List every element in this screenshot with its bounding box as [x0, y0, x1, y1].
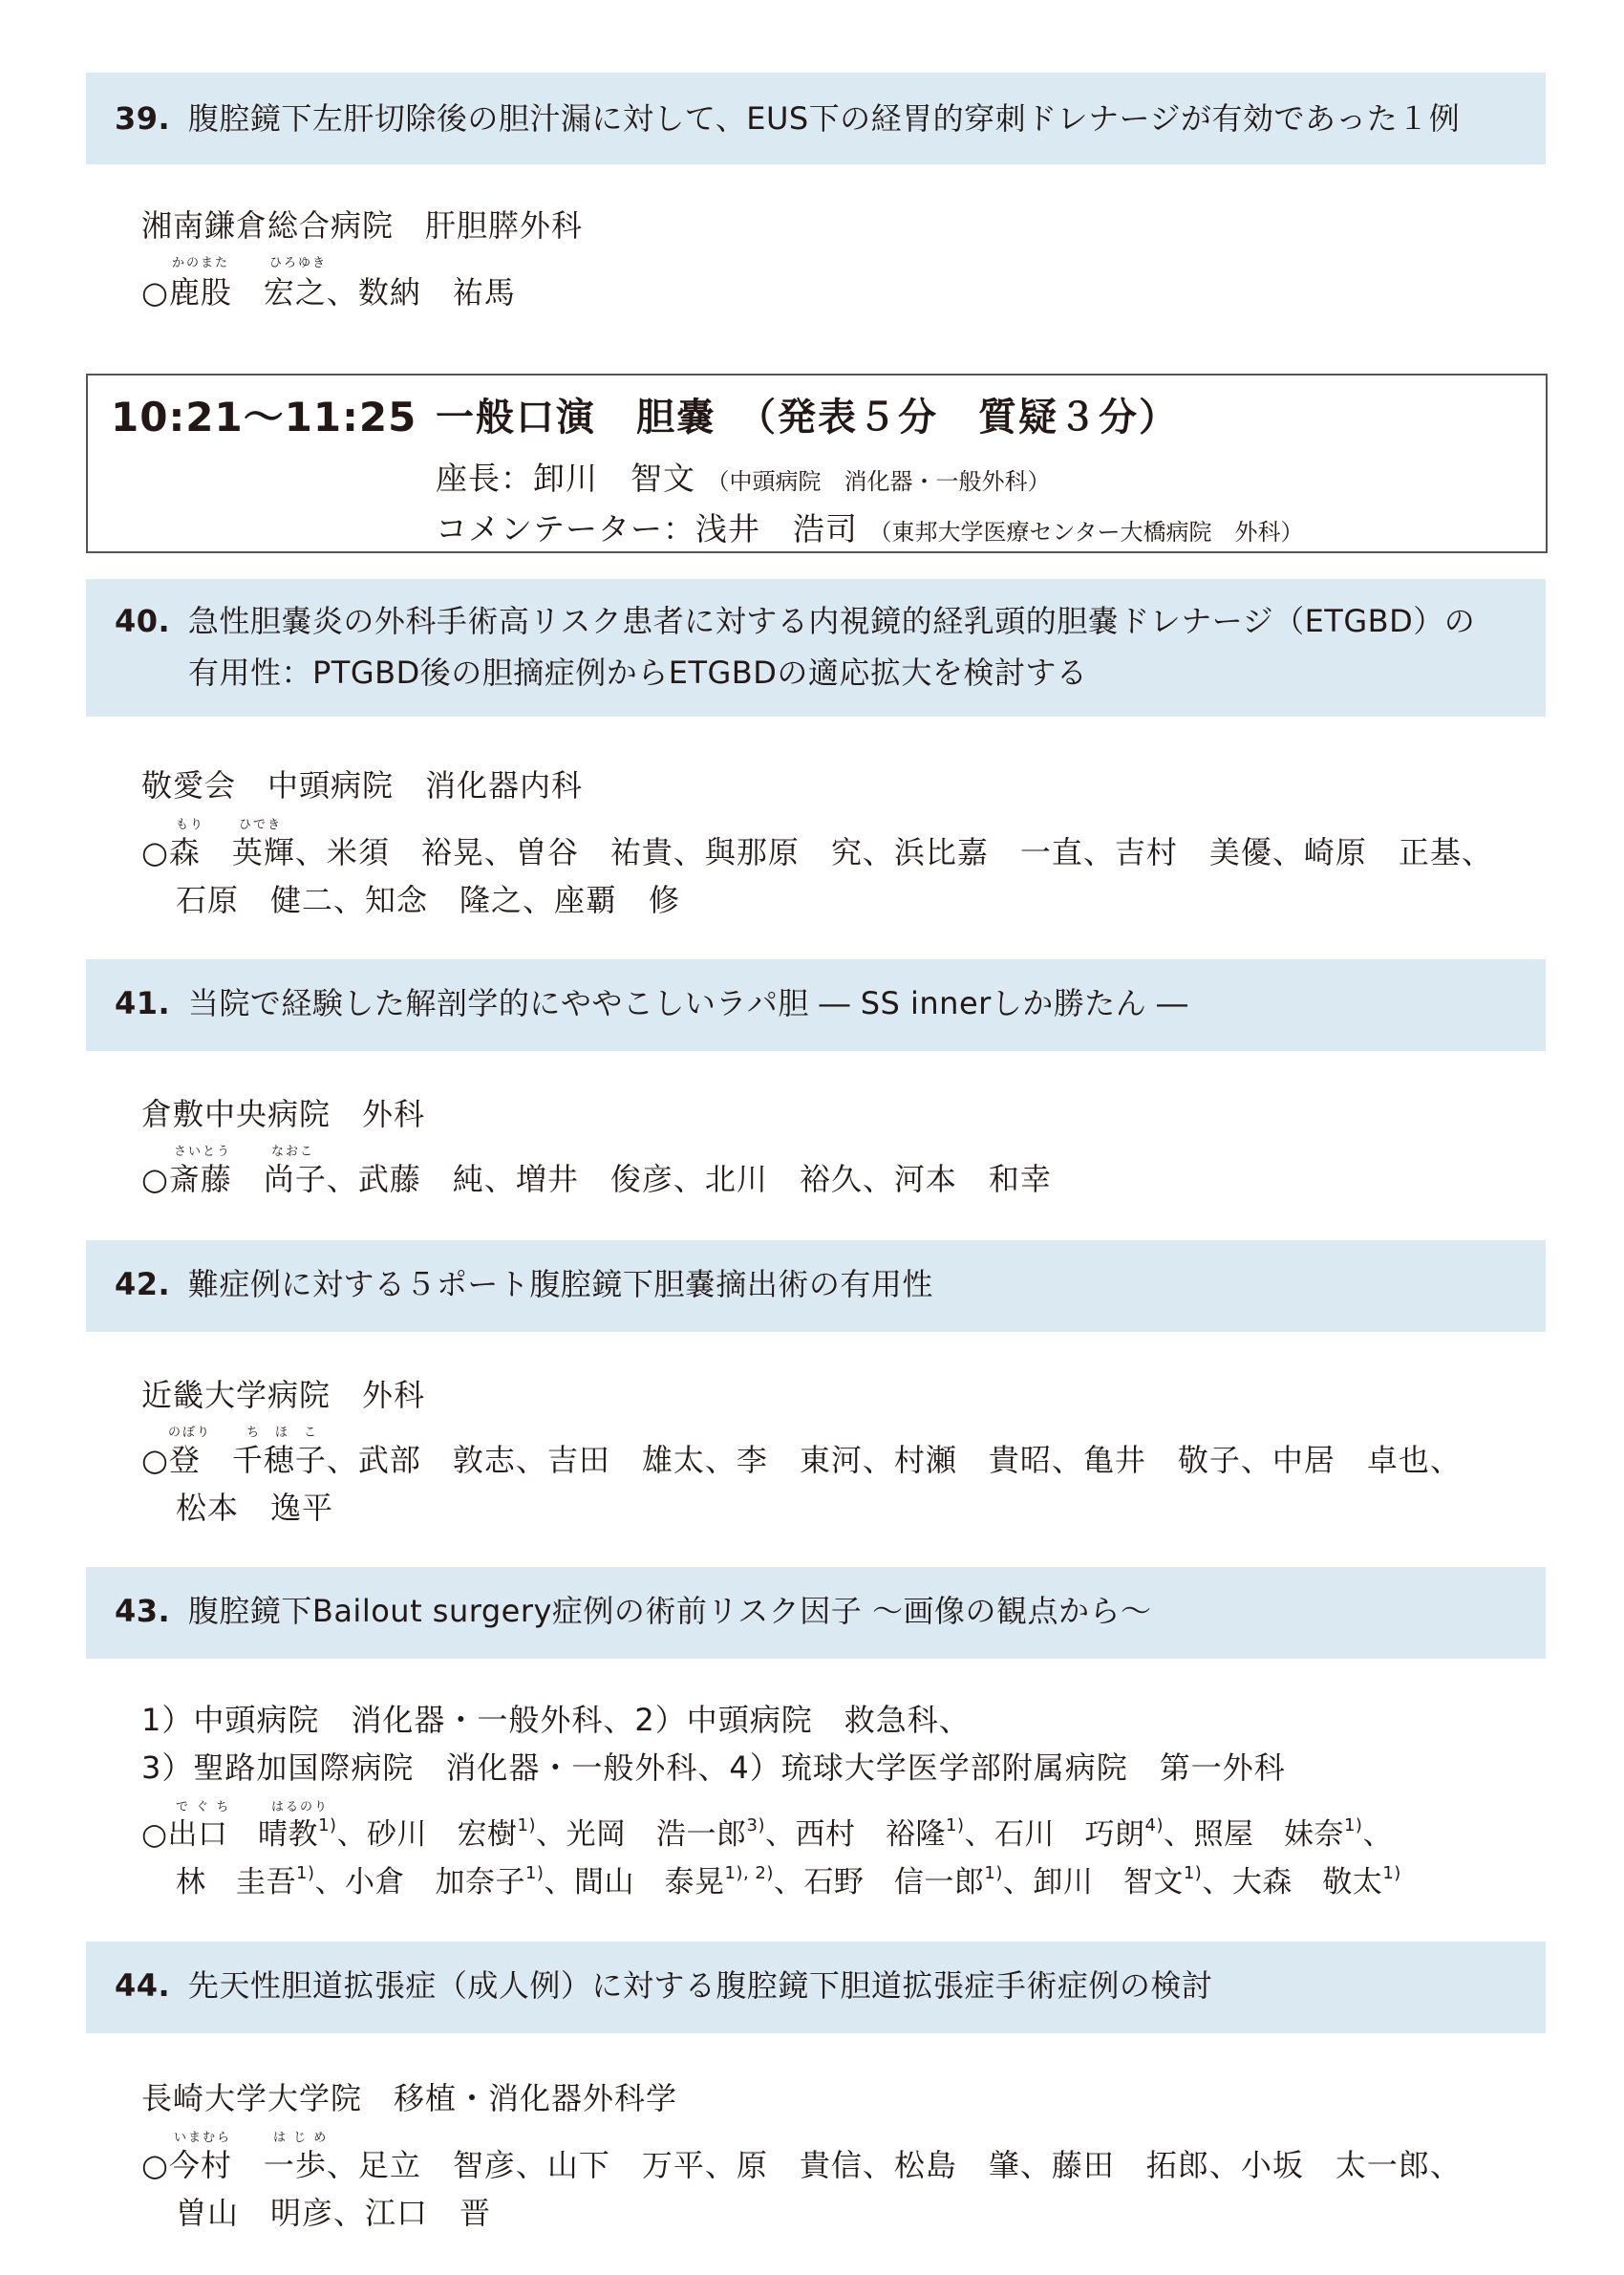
entry-44-affiliation: 長崎大学大学院 移植・消化器外科学 [141, 2080, 678, 2116]
session-chair [436, 457, 1051, 504]
entry-number: 42. [115, 1266, 171, 1302]
entry-42-furigana-given: ち ほ こ [246, 1426, 319, 1440]
entry-41-authors: ○斎藤 尚子、武藤 純、増井 俊彦、北川 裕久、河本 和幸 [141, 1161, 1052, 1197]
entry-44-furigana-surname: いまむら [174, 2131, 232, 2145]
entry-number: 44. [115, 1967, 171, 2004]
session-title: 一般口演 胆嚢 （発表５分 質疑３分） [436, 396, 1179, 440]
entry-number: 43. [115, 1593, 171, 1629]
chair-name: 卸川 智文 [533, 460, 695, 497]
entry-43-affiliation: 1）中頭病院 消化器・一般外科、2）中頭病院 救急科、 [141, 1702, 971, 1738]
entry-41-affiliation: 倉敷中央病院 外科 [141, 1096, 426, 1132]
chair-affiliation: （中頭病院 消化器・一般外科） [706, 468, 1051, 495]
entry-title: 腹腔鏡下左肝切除後の胆汁漏に対して、EUS下の経胃的穿刺ドレナージが有効であった１例 [187, 100, 1461, 137]
entry-41-furigana-surname: さいとう [174, 1145, 232, 1159]
entry-41-furigana-given: なおこ [271, 1145, 315, 1159]
entry-39-authors: ○鹿股 宏之、数納 祐馬 [141, 274, 516, 311]
session-time: 10:21〜11:25 [111, 394, 417, 440]
entry-40-authors-line-2: 石原 健二、知念 隆之、座覇 修 [176, 882, 681, 918]
entry-43-title-band [86, 1567, 1546, 1659]
entry-42-authors-line-2: 松本 逸平 [176, 1490, 334, 1526]
session-commentator [436, 507, 1304, 554]
entry-39-title-band [86, 73, 1546, 164]
entry-39-furigana-surname: かのまた [172, 256, 230, 270]
entry-42-furigana-surname: のぼり [168, 1426, 212, 1440]
entry-40-affiliation: 敬愛会 中頭病院 消化器内科 [141, 767, 584, 804]
entry-number: 41. [115, 985, 171, 1021]
entry-44-title-band [86, 1942, 1546, 2033]
entry-number: 39. [115, 100, 171, 137]
entry-43-furigana-surname: で ぐ ち [176, 1800, 231, 1814]
entry-43-furigana-given: はるのり [271, 1800, 330, 1814]
entry-43-affiliation-line-2: 3）聖路加国際病院 消化器・一般外科、4）琉球大学医学部附属病院 第一外科 [141, 1749, 1286, 1786]
entry-39-furigana-given: ひろゆき [269, 256, 328, 270]
entry-42-authors: ○登 千穂子、武部 敦志、吉田 雄太、李 東河、村瀬 貴昭、亀井 敬子、中居 卓也、 [141, 1442, 1462, 1478]
entry-44-authors-line-2: 曽山 明彦、江口 晋 [176, 2195, 492, 2231]
entry-43-authors-line-2: 林 圭吾$^{1)}$、小倉 加奈子$^{1)}$、間山 泰晃$^{1), 2)}$、石野 信一郎$^{1)}$、卸川 智文$^{1)}$、大森 敬太$^{1)}$ [176, 1863, 1401, 1899]
entry-title: 当院で経験した解剖学的にややこしいラパ胆 ― SS innerしか勝たん ― [187, 985, 1188, 1021]
session-header-box [86, 374, 1548, 553]
entry-40-furigana-given: ひでき [239, 818, 283, 832]
entry-44-authors: ○今村 一歩、足立 智彦、山下 万平、原 貴信、松島 肇、藤田 拓郎、小坂 太一郎、 [141, 2147, 1462, 2183]
entry-40-furigana-surname: もり [176, 818, 205, 832]
commentator-affiliation: （東邦大学医療センター大橋病院 外科） [868, 519, 1304, 546]
entry-44-furigana-given: は じ め [273, 2131, 329, 2145]
chair-label: 座長： [436, 460, 533, 497]
entry-40-title-band [86, 579, 1546, 717]
commentator-label: コメンテーター： [436, 510, 695, 547]
entry-title: 難症例に対する５ポート腹腔鏡下胆嚢摘出術の有用性 [187, 1266, 933, 1302]
entry-title: 腹腔鏡下Bailout surgery症例の術前リスク因子 〜画像の観点から〜 [187, 1593, 1152, 1629]
entry-39-affiliation: 湘南鎌倉総合病院 肝胆膵外科 [141, 207, 584, 244]
entry-40-authors: ○森 英輝、米須 裕晃、曽谷 祐貴、與那原 究、浜比嘉 一直、吉村 美優、崎原 正基、 [141, 834, 1493, 870]
entry-42-affiliation: 近畿大学病院 外科 [141, 1377, 426, 1413]
entry-number: 40. [115, 603, 171, 639]
entry-title: 急性胆嚢炎の外科手術高リスク患者に対する内視鏡的経乳頭的胆嚢ドレナージ（ETGBD）の [187, 603, 1476, 639]
entry-42-title-band [86, 1240, 1546, 1332]
entry-title: 先天性胆道拡張症（成人例）に対する腹腔鏡下胆道拡張症手術症例の検討 [187, 1967, 1213, 2004]
commentator-name: 浅井 浩司 [695, 510, 858, 547]
entry-title-line-2: 有用性：PTGBD後の胆摘症例からETGBDの適応拡大を検討する [188, 655, 1088, 691]
entry-43-authors: ○出口 晴教$^{1)}$、砂川 宏樹$^{1)}$、光岡 浩一郎$^{3)}$、西村 裕隆$^{1)}$、石川 巧朗$^{4)}$、照屋 妹奈$^{1)}$、 [141, 1815, 1393, 1852]
entry-41-title-band [86, 959, 1546, 1051]
